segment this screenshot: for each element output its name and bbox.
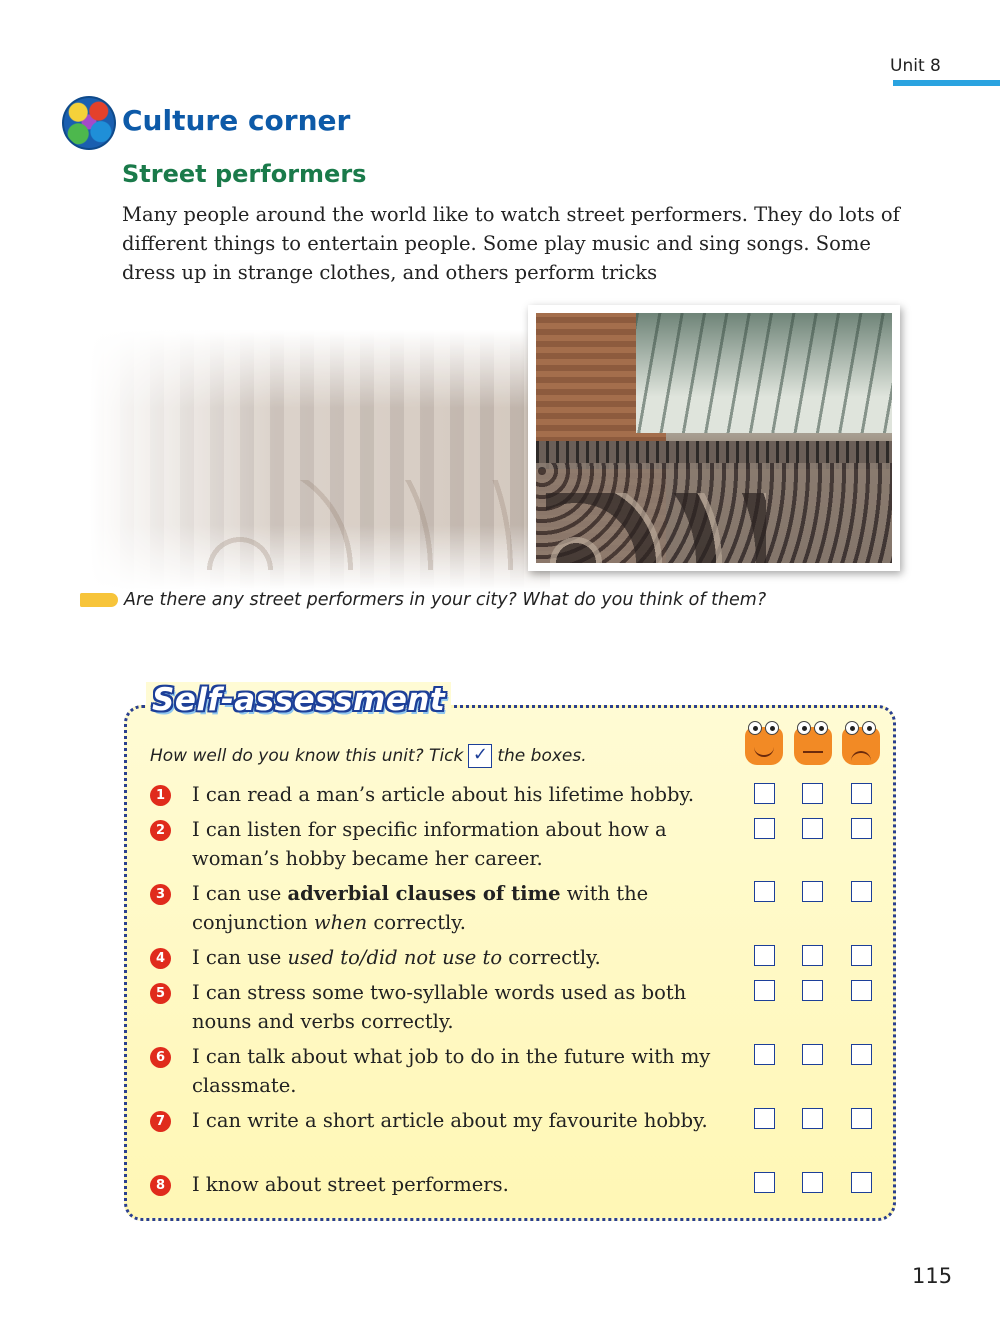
section-title: Street performers — [122, 160, 367, 188]
item-number: 1 — [150, 785, 171, 806]
item-number: 7 — [150, 1111, 171, 1132]
rating-checkbox[interactable] — [851, 783, 872, 804]
item-text — [192, 879, 732, 937]
sad-face-icon — [842, 727, 880, 765]
item-number: 4 — [150, 948, 171, 969]
item-text: I can write a short article about my favourite hobby. — [192, 1109, 708, 1132]
item-text-part: with the conjunction — [192, 882, 649, 934]
rating-checkbox[interactable] — [754, 1172, 775, 1193]
discussion-question: Are there any street performers in your city? What do you think of them? — [124, 590, 767, 610]
rating-checkbox[interactable] — [754, 818, 775, 839]
item-text-italic: when — [313, 911, 368, 934]
item-number: 2 — [150, 820, 171, 841]
photo-arches — [546, 493, 766, 563]
rating-checkbox[interactable] — [754, 1044, 775, 1065]
tick-icon: ✓ — [468, 744, 492, 768]
happy-face-icon — [745, 727, 783, 765]
item-text-italic: used to/did not use to — [287, 946, 503, 969]
item-text: I can talk about what job to do in the future with my classmate. — [192, 1045, 711, 1097]
item-text-part: I can use — [192, 882, 288, 905]
item-text-bold: adverbial clauses of time — [287, 882, 561, 905]
unit-label: Unit 8 — [890, 56, 941, 76]
rating-checkbox[interactable] — [802, 1044, 823, 1065]
item-text-part: correctly. — [367, 911, 466, 934]
rating-checkbox[interactable] — [754, 980, 775, 1001]
item-text: I can stress some two-syllable words used as both nouns and verbs correctly. — [192, 981, 687, 1033]
rating-checkbox[interactable] — [851, 818, 872, 839]
instruction-text-before: How well do you know this unit? Tick — [150, 746, 464, 766]
rating-checkbox[interactable] — [851, 1044, 872, 1065]
photo-image — [536, 313, 892, 563]
rating-checkbox[interactable] — [754, 783, 775, 804]
rating-checkbox[interactable] — [754, 1108, 775, 1129]
instruction-text-after: the boxes. — [497, 746, 587, 766]
self-assessment-title: Self-assessment — [146, 682, 451, 718]
photo-glass-roof — [636, 313, 892, 433]
item-text: I can listen for specific information about how a woman’s hobby became her career. — [192, 818, 667, 870]
culture-corner-title: Culture corner — [122, 104, 351, 137]
item-text-part: I can use — [192, 946, 288, 969]
rating-checkbox[interactable] — [802, 881, 823, 902]
rating-checkbox[interactable] — [802, 783, 823, 804]
intro-paragraph: Many people around the world like to watch street performers. They do lots of different things to entertain people. Some play music and sing songs. Some dress up in strange clothes, and others perform tricks — [122, 203, 900, 284]
rating-checkbox[interactable] — [851, 1108, 872, 1129]
rating-checkbox[interactable] — [851, 980, 872, 1001]
item-text: I know about street performers. — [192, 1173, 509, 1196]
self-assessment-instruction — [150, 744, 587, 768]
item-number: 8 — [150, 1175, 171, 1196]
rating-checkbox[interactable] — [802, 1172, 823, 1193]
rating-checkbox[interactable] — [802, 818, 823, 839]
market-photo — [528, 305, 900, 571]
item-number: 6 — [150, 1047, 171, 1068]
rating-checkbox[interactable] — [851, 1172, 872, 1193]
faded-arches — [200, 480, 540, 570]
item-number: 3 — [150, 884, 171, 905]
rating-checkbox[interactable] — [851, 881, 872, 902]
item-text-part: correctly. — [502, 946, 601, 969]
globe-icon — [62, 96, 116, 150]
question-marker-icon — [80, 593, 118, 607]
rating-checkbox[interactable] — [754, 881, 775, 902]
page-number: 115 — [912, 1264, 953, 1288]
rating-checkbox[interactable] — [802, 980, 823, 1001]
rating-checkbox[interactable] — [851, 945, 872, 966]
rating-checkbox[interactable] — [754, 945, 775, 966]
rating-checkbox[interactable] — [802, 1108, 823, 1129]
item-text: I can read a man’s article about his lifetime hobby. — [192, 783, 695, 806]
rating-checkbox[interactable] — [802, 945, 823, 966]
unit-bar — [893, 80, 1000, 86]
item-text — [192, 943, 732, 972]
item-number: 5 — [150, 983, 171, 1004]
neutral-face-icon — [794, 727, 832, 765]
